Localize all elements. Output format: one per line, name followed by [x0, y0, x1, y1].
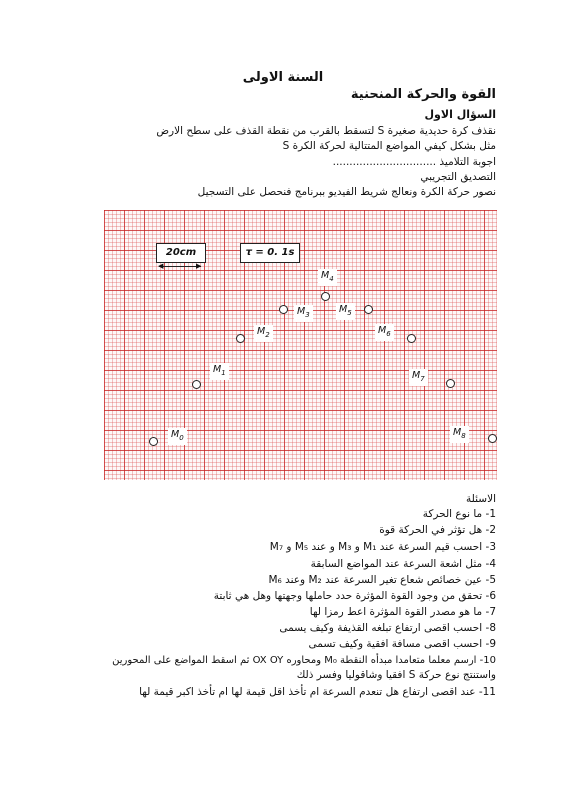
label-m3: $M_3$: [294, 305, 313, 322]
scale-label: 20cm: [165, 247, 197, 258]
graph-paper-figure: [104, 210, 497, 480]
point-m0: [149, 437, 158, 446]
scale-arrow-left-head: ◀: [158, 262, 164, 270]
question-9: 9- احسب اقصى مسافة افقية وكيف تسمى: [308, 638, 496, 650]
point-m1: [192, 380, 201, 389]
point-m5: [364, 305, 373, 314]
point-m4: [321, 292, 330, 301]
intro-line-1: نقذف كرة حديدية صغيرة S لتسقط بالقرب من نقطة القذف على سطح الارض: [156, 125, 496, 137]
questions-heading: الاسئلة: [466, 493, 496, 505]
question-6: 6- تحقق من وجود القوة المؤثرة حدد حاملها وجهتها وهل هي ثابتة: [213, 590, 496, 602]
question-10-continued: واستنتج نوع حركة S افقيا وشاقوليا وفسر ذلك: [296, 669, 496, 681]
label-m7: $M_7$: [409, 369, 428, 386]
label-m5: $M_5$: [336, 303, 355, 320]
tau-label: τ = 0. 1s: [245, 247, 295, 258]
intro-line-3: اجوبة التلاميذ ...............................: [332, 156, 496, 168]
scale-arrow: [159, 266, 201, 267]
point-m2: [236, 334, 245, 343]
intro-line-5: نصور حركة الكرة ونعالج شريط الفيديو ببرنامج فنحصل على التسجيل: [197, 186, 496, 198]
label-m1: $M_1$: [210, 363, 229, 380]
lesson-title: القوة والحركة المنحنية: [350, 87, 496, 102]
label-m2: $M_2$: [254, 325, 273, 342]
question-11: 11- عند اقصى ارتفاع هل تنعدم السرعة ام تأخذ اقل قيمة لها ام تأخذ اكبر قيمة لها: [139, 686, 496, 698]
question-1: 1- ما نوع الحركة: [422, 508, 496, 520]
question-3: 3- احسب قيم السرعة عند M₁ و M₃ و عند M₅ و M₇: [269, 541, 496, 553]
question-10: 10- ارسم معلما متعامدا مبدأه النقطة M₀ ومحاوره OX OY ثم اسقط المواضع على المحورين: [112, 655, 496, 666]
question-8: 8- احسب اقصى ارتفاع تبلغه القذيفة وكيف يسمى: [279, 622, 496, 634]
point-m3: [279, 305, 288, 314]
question-4: 4- مثل اشعة السرعة عند المواضع السابقة: [310, 558, 496, 570]
intro-line-2: مثل بشكل كيفي المواضع المتتالية لحركة الكرة S: [282, 140, 496, 152]
intro-line-4: التصديق التجريبي: [420, 171, 496, 183]
question-heading: السؤال الاول: [424, 108, 496, 121]
scale-box: [156, 243, 206, 263]
tau-box: [240, 243, 300, 263]
label-m6: $M_6$: [375, 324, 394, 341]
scale-arrow-right-head: ▶: [196, 262, 202, 270]
label-m4: $M_4$: [318, 269, 337, 286]
point-m7: [446, 379, 455, 388]
point-m8: [488, 434, 497, 443]
question-5: 5- عين خصائص شعاع تغير السرعة عند M₂ وعند M₆: [268, 574, 496, 586]
year-title: السنة الاولى: [242, 70, 324, 85]
question-2: 2- هل تؤثر في الحركة قوة: [379, 524, 496, 536]
label-m8: $M_8$: [450, 426, 469, 443]
label-m0: $M_0$: [168, 428, 187, 445]
question-7: 7- ما هو مصدر القوة المؤثرة اعط رمزا لها: [309, 606, 496, 618]
point-m6: [407, 334, 416, 343]
